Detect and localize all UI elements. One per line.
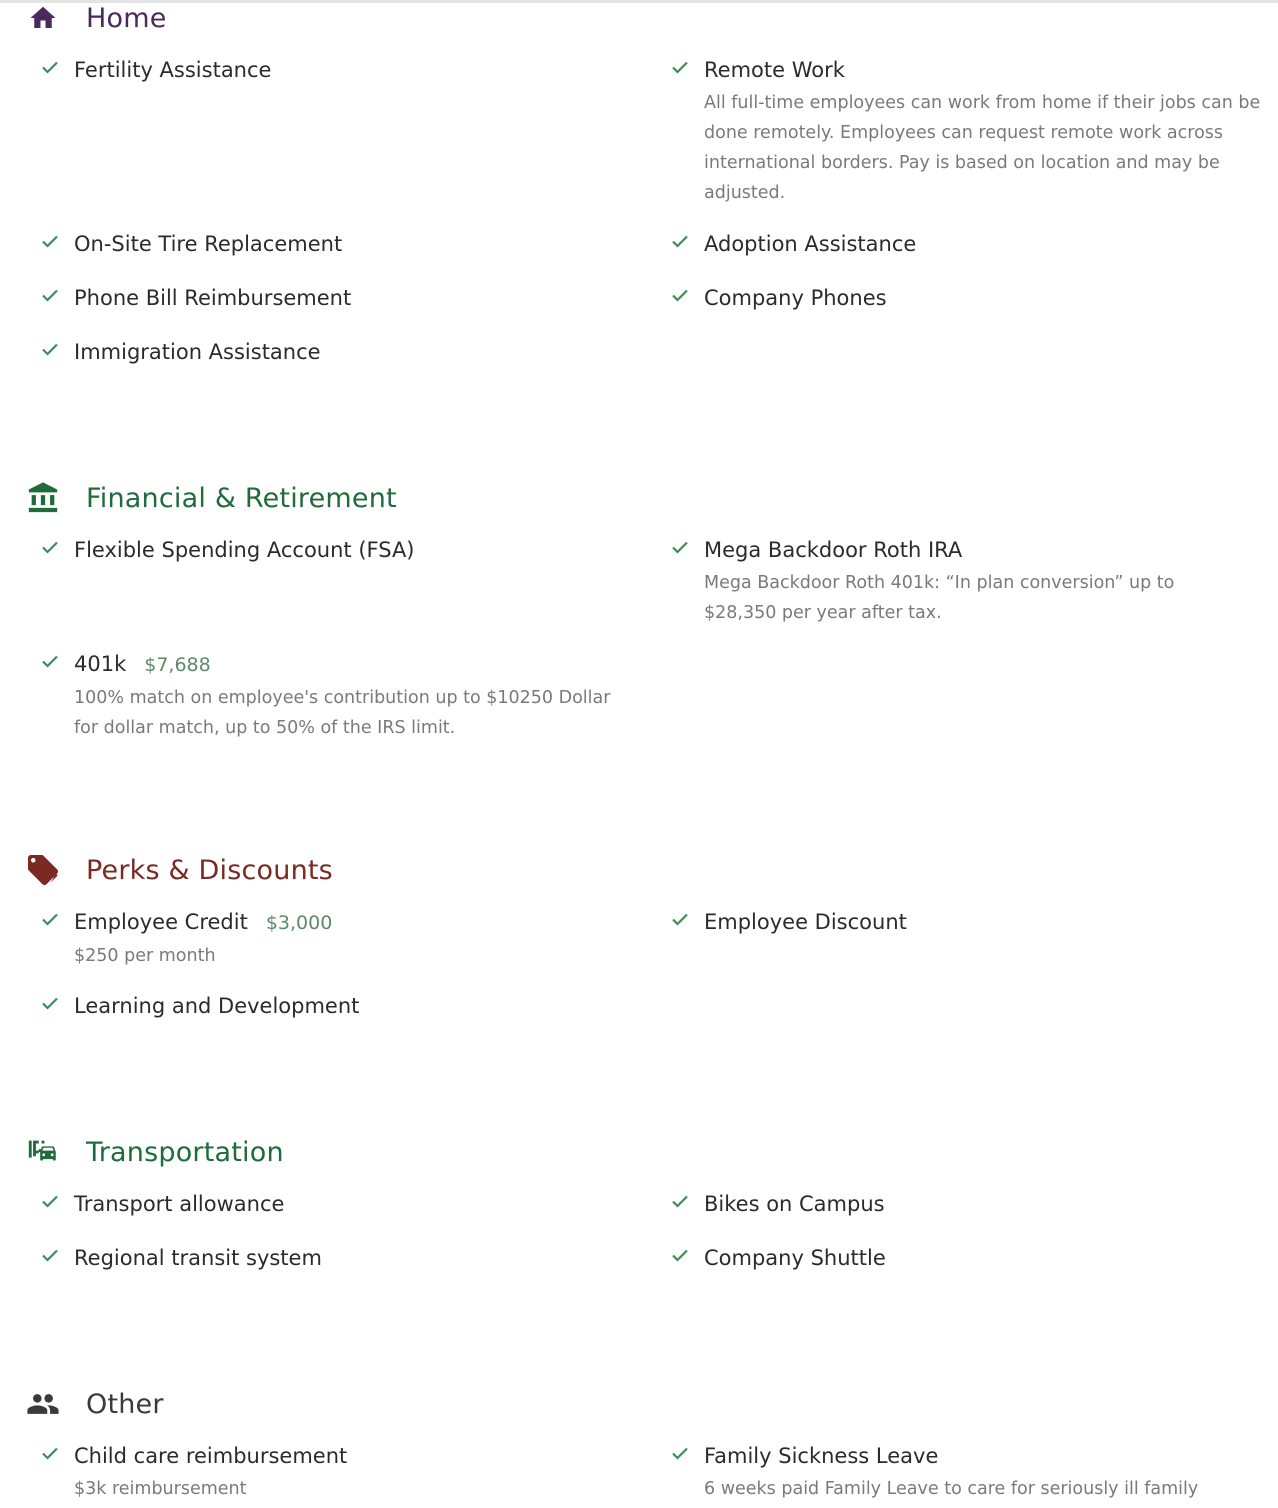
benefit-child-care: [74, 1441, 634, 1504]
benefit-mega-backdoor-roth: [704, 535, 1224, 628]
benefit-title: Family Sickness Leave: [704, 1444, 939, 1468]
section-heading-financial: [24, 478, 397, 518]
benefit-adoption: [704, 229, 1264, 259]
check-icon: [668, 283, 692, 307]
check-icon: [38, 991, 62, 1015]
benefit-description: Mega Backdoor Roth 401k: “In plan conversion” up to $28,350 per year after tax.: [704, 573, 1175, 623]
benefit-company-phones: [704, 283, 1264, 313]
section-title-transport: Transportation: [86, 1136, 284, 1168]
commute-icon: [24, 1133, 62, 1171]
benefit-title: Company Shuttle: [704, 1246, 886, 1270]
top-divider: [0, 0, 1278, 3]
benefit-title: Flexible Spending Account (FSA): [74, 538, 415, 562]
benefit-title: 401k: [74, 652, 127, 676]
benefit-title: Immigration Assistance: [74, 340, 321, 364]
check-icon: [668, 55, 692, 79]
benefit-fsa: [74, 535, 634, 565]
check-icon: [38, 229, 62, 253]
check-icon: [38, 907, 62, 931]
benefit-remote-work: [704, 55, 1264, 208]
benefit-transport-allowance: [74, 1189, 634, 1219]
benefit-employee-discount: [704, 907, 1264, 937]
people-icon: [24, 1385, 62, 1423]
benefit-title: Fertility Assistance: [74, 58, 272, 82]
check-icon: [38, 283, 62, 307]
benefit-title: Mega Backdoor Roth IRA: [704, 538, 963, 562]
home-icon: [24, 0, 62, 37]
benefit-description: $250 per month: [74, 946, 216, 966]
check-icon: [668, 907, 692, 931]
tag-icon: [24, 851, 62, 889]
section-title-other: Other: [86, 1388, 164, 1420]
check-icon: [668, 535, 692, 559]
benefit-shuttle: [704, 1243, 1264, 1273]
benefit-title: Employee Discount: [704, 910, 907, 934]
check-icon: [668, 1243, 692, 1267]
section-heading-perks: [24, 850, 333, 890]
benefit-title: Transport allowance: [74, 1192, 285, 1216]
benefit-title: Child care reimbursement: [74, 1444, 348, 1468]
check-icon: [668, 229, 692, 253]
benefit-title: Company Phones: [704, 286, 887, 310]
section-title-home: Home: [86, 2, 167, 34]
benefit-title: Bikes on Campus: [704, 1192, 885, 1216]
benefit-regional-transit: [74, 1243, 634, 1273]
benefit-title: Regional transit system: [74, 1246, 322, 1270]
section-title-perks: Perks & Discounts: [86, 854, 333, 886]
benefit-description: All full-time employees can work from home if their jobs can be done remotely. Employees can request remote work across international borders. Pay is based on location and may be adjusted.: [704, 93, 1261, 203]
check-icon: [38, 1189, 62, 1213]
benefit-title: Learning and Development: [74, 994, 360, 1018]
benefit-family-sickness-leave: [704, 1441, 1264, 1504]
benefit-description: 100% match on employee's contribution up to $10250 Dollar for dollar match, up to 50% of the IRS limit.: [74, 688, 611, 738]
section-title-financial: Financial & Retirement: [86, 482, 397, 514]
benefit-description: $3k reimbursement: [74, 1479, 247, 1499]
benefit-title: Adoption Assistance: [704, 232, 917, 256]
check-icon: [668, 1189, 692, 1213]
benefit-immigration: [74, 337, 634, 367]
benefit-title: Employee Credit: [74, 910, 248, 934]
check-icon: [668, 1441, 692, 1465]
benefit-title: Remote Work: [704, 58, 845, 82]
benefit-amount: $7,688: [144, 654, 211, 676]
check-icon: [38, 649, 62, 673]
check-icon: [38, 55, 62, 79]
benefit-title: Phone Bill Reimbursement: [74, 286, 352, 310]
benefit-learning: [74, 991, 634, 1021]
benefit-amount: $3,000: [265, 912, 333, 934]
benefit-phone-bill: [74, 283, 634, 313]
benefit-description: 6 weeks paid Family Leave to care for seriously ill family: [704, 1479, 1199, 1499]
benefit-401k: [74, 649, 614, 743]
check-icon: [38, 1243, 62, 1267]
check-icon: [38, 1441, 62, 1465]
bank-icon: [24, 479, 62, 517]
section-heading-other: [24, 1384, 164, 1424]
check-icon: [38, 337, 62, 361]
section-heading-home: [24, 0, 167, 38]
benefit-bikes: [704, 1189, 1264, 1219]
benefit-fertility: [74, 55, 634, 85]
benefit-tire: [74, 229, 634, 259]
benefit-title: On-Site Tire Replacement: [74, 232, 343, 256]
check-icon: [38, 535, 62, 559]
benefit-employee-credit: [74, 907, 634, 971]
section-heading-transport: [24, 1132, 284, 1172]
